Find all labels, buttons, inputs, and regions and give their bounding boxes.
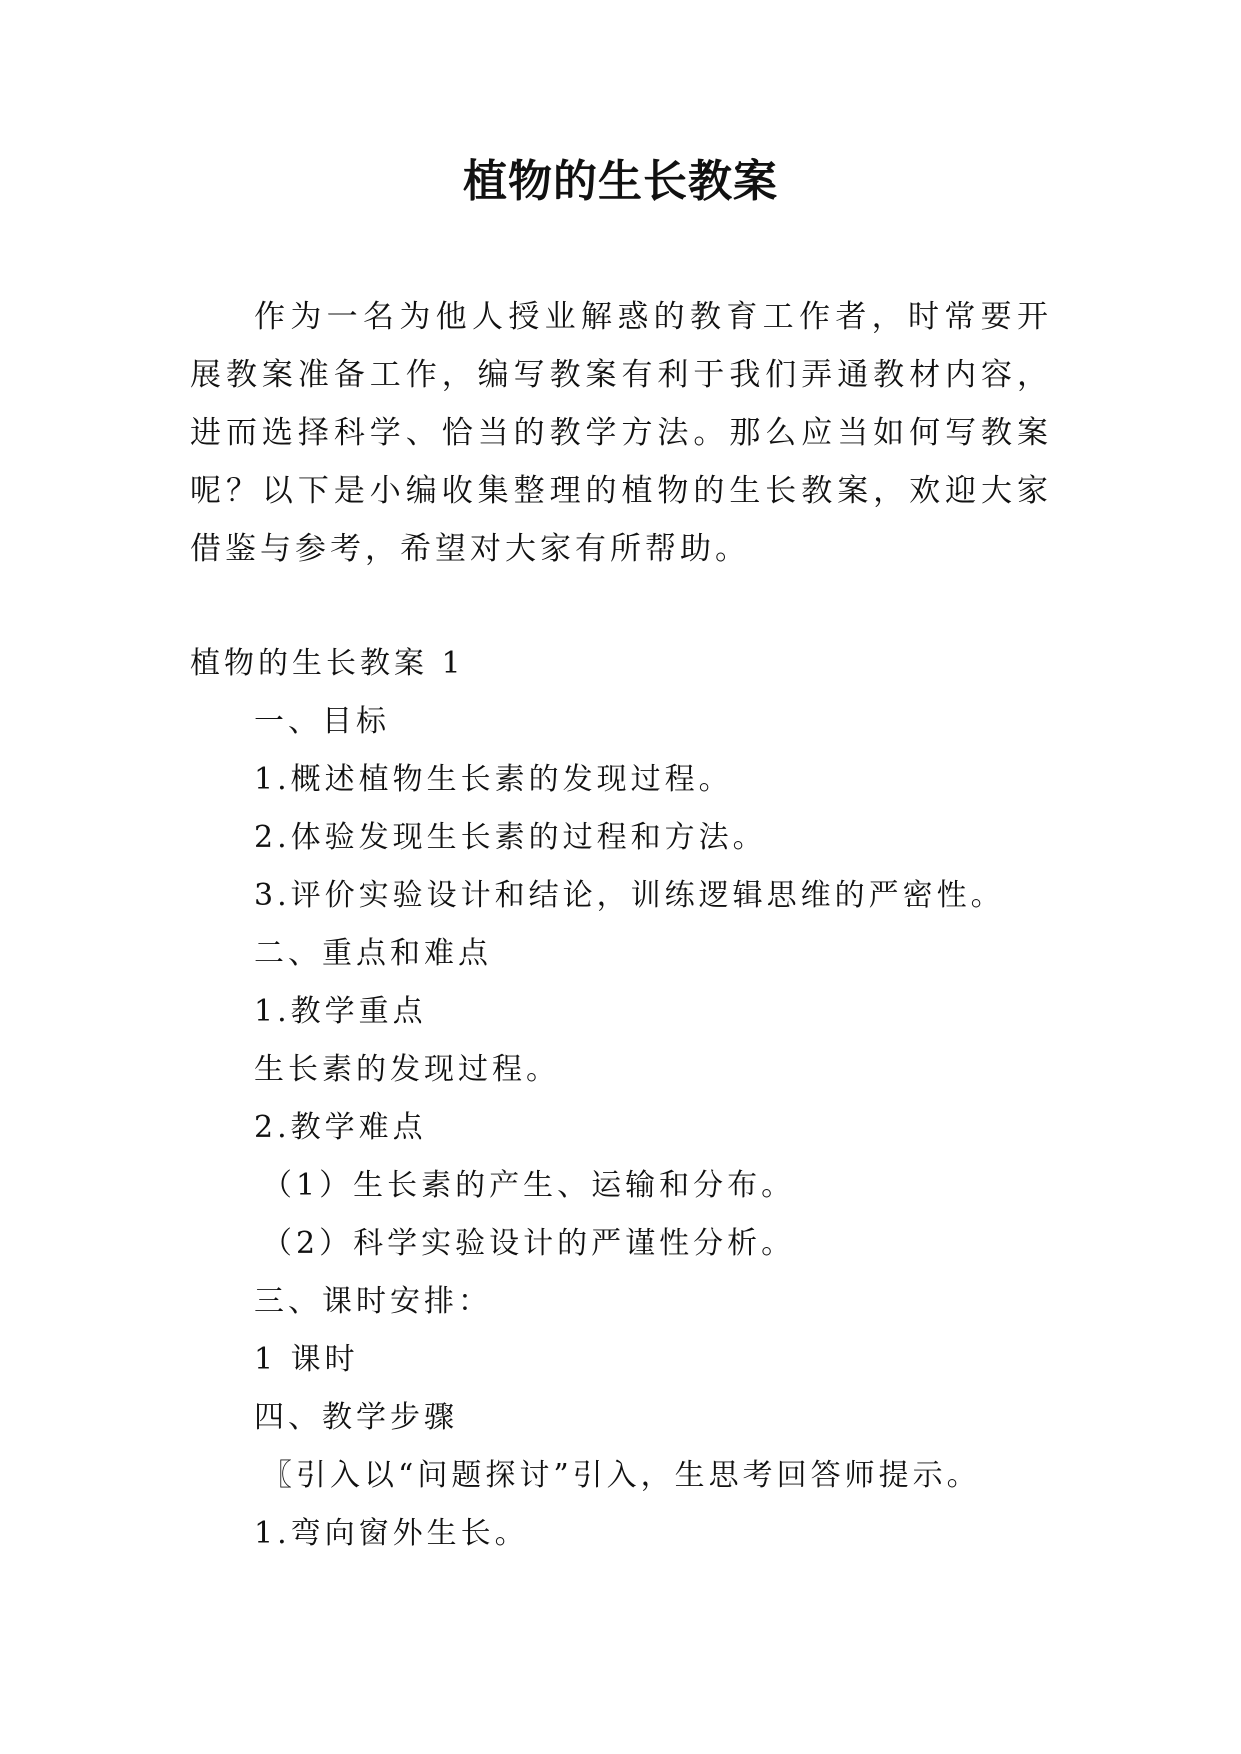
- heading-objectives: 一、目标: [254, 704, 390, 739]
- list-item: （1）生长素的产生、运输和分布。: [262, 1168, 796, 1203]
- list-item: 1 课时: [254, 1342, 359, 1377]
- list-item: 生长素的发现过程。: [254, 1052, 560, 1087]
- heading-key-points: 二、重点和难点: [254, 936, 492, 971]
- list-item: 3.评价实验设计和结论，训练逻辑思维的严密性。: [254, 878, 1005, 913]
- list-item: 2.教学难点: [254, 1110, 427, 1145]
- heading-schedule: 三、课时安排：: [254, 1284, 492, 1319]
- list-item: 1.概述植物生长素的发现过程。: [254, 762, 733, 797]
- list-item: 1.弯向窗外生长。: [254, 1516, 529, 1551]
- list-item: 〖引入以“问题探讨”引入，生思考回答师提示。: [262, 1458, 981, 1493]
- document-title: 植物的生长教案: [463, 156, 778, 207]
- list-item: 1.教学重点: [254, 994, 427, 1029]
- section-heading: 植物的生长教案 1: [190, 646, 465, 681]
- list-item: （2）科学实验设计的严谨性分析。: [262, 1226, 796, 1261]
- intro-paragraph: 作为一名为他人授业解惑的教育工作者，时常要开展教案准备工作，编写教案有利于我们弄通教材内容，进而选择科学、恰当的教学方法。那么应当如何写教案呢？以下是小编收集整理的植物的生长教案，欢迎大家借鉴与参考，希望对大家有所帮助。: [190, 299, 1052, 567]
- list-item: 2.体验发现生长素的过程和方法。: [254, 820, 767, 855]
- heading-steps: 四、教学步骤: [254, 1400, 458, 1435]
